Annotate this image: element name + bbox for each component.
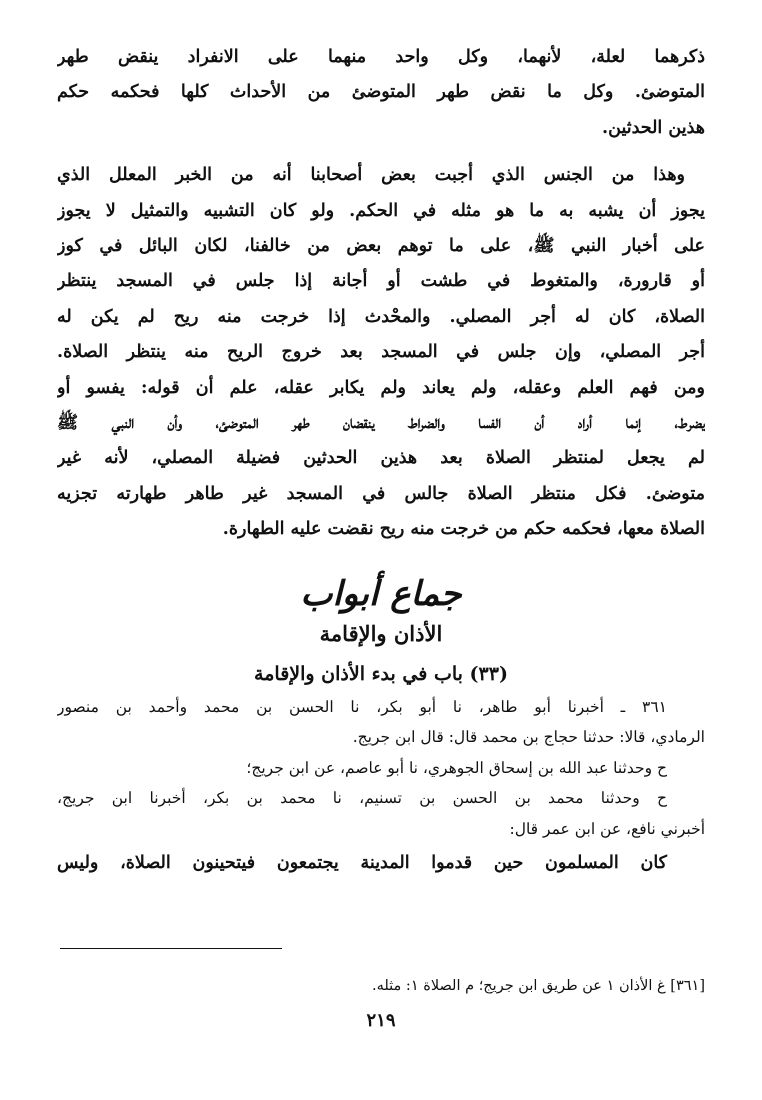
text-line: المتوضئ. وكل ما نقض طهر المتوضئ من الأحداث كلها فحكمه حكم bbox=[57, 82, 705, 103]
page-body bbox=[57, 40, 705, 880]
chapter-subheading: الأذان والإقامة bbox=[319, 620, 443, 646]
text-line: أو قارورة، والمتغوط في طشت أو أجانة إذا جلس في المسجد ينتظر bbox=[57, 271, 705, 292]
text-line: يجوز أن يشبه به ما هو مثله في الحكم. ولو كان التشبيه والتمثيل لا يجوز bbox=[57, 200, 705, 221]
hadith-isnad bbox=[57, 692, 705, 845]
text-line: الصلاة، كان له أجر المصلي. والمحْدث إذا خرجت منه ريح لم يكن له bbox=[57, 306, 705, 327]
chapter-heading: جماع أبواب bbox=[300, 573, 462, 614]
text-line: أجر المصلي، وإن جلس في المسجد بعد خروج الريح منه ينتظر الصلاة. bbox=[57, 342, 705, 363]
text-line: متوضئ. فكل منتظر الصلاة جالس في المسجد غير طاهر طهارته تجزيه bbox=[57, 483, 705, 504]
page-number: ٢١٩ bbox=[366, 1010, 396, 1031]
text-line: يضرط، إنما أراد أن الفسا والضراط ينقضان طهر المتوضئ، وأن النبي ﷺ bbox=[57, 413, 705, 434]
section-heading: (٣٣) باب في بدء الأذان والإقامة bbox=[254, 662, 508, 685]
hadith-line: أخبرني نافع، عن ابن عمر قال: bbox=[509, 819, 705, 838]
text-line: الصلاة معها، فحكمه حكم من خرجت منه ريح نقضت عليه الطهارة. bbox=[222, 519, 705, 540]
text-line: ذكرهما لعلة، لأنهما، وكل واحد منهما على الانفراد ينقض طهر bbox=[57, 47, 705, 67]
text-line: هذين الحدثين. bbox=[602, 117, 705, 138]
paragraph-2 bbox=[57, 158, 705, 547]
footnote: [٣٦١] غ الأذان ١ عن طريق ابن جريج؛ م الصلاة ١: مثله. bbox=[372, 977, 705, 994]
hadith-matn: كان المسلمون حين قدموا المدينة يجتمعون فيتحينون الصلاة، وليس bbox=[57, 853, 667, 874]
hadith-line: ٣٦١ ـ أخبرنا أبو طاهر، نا أبو بكر، نا الحسن بن محمد وأحمد بن منصور bbox=[57, 697, 667, 716]
text-line: على أخبار النبي ﷺ، على ما توهم بعض من خالفنا، لكان البائل في كوز bbox=[57, 236, 705, 257]
text-line: وهذا من الجنس الذي أجبت بعض أصحابنا أنه من الخبر المعلل الذي bbox=[57, 165, 685, 186]
text-line: لم يجعل لمنتظر الصلاة بعد هذين الحدثين فضيلة المصلي، لأنه غير bbox=[57, 448, 705, 469]
footnote-divider bbox=[60, 948, 282, 949]
hadith-line: ح وحدثنا محمد بن الحسن بن تسنيم، نا محمد بن بكر، أخبرنا ابن جريج، bbox=[57, 789, 667, 808]
paragraph-1 bbox=[57, 40, 705, 146]
hadith-line: الرمادي، قالا: حدثنا حجاج بن محمد قال: قال ابن جريج. bbox=[352, 728, 705, 747]
text-line: ومن فهم العلم وعقله، ولم يعاند ولم يكابر عقله، علم أن قوله: يفسو أو bbox=[57, 377, 705, 398]
hadith-line: ح وحدثنا عبد الله بن إسحاق الجوهري، نا أبو عاصم، عن ابن جريج؛ bbox=[246, 758, 667, 777]
